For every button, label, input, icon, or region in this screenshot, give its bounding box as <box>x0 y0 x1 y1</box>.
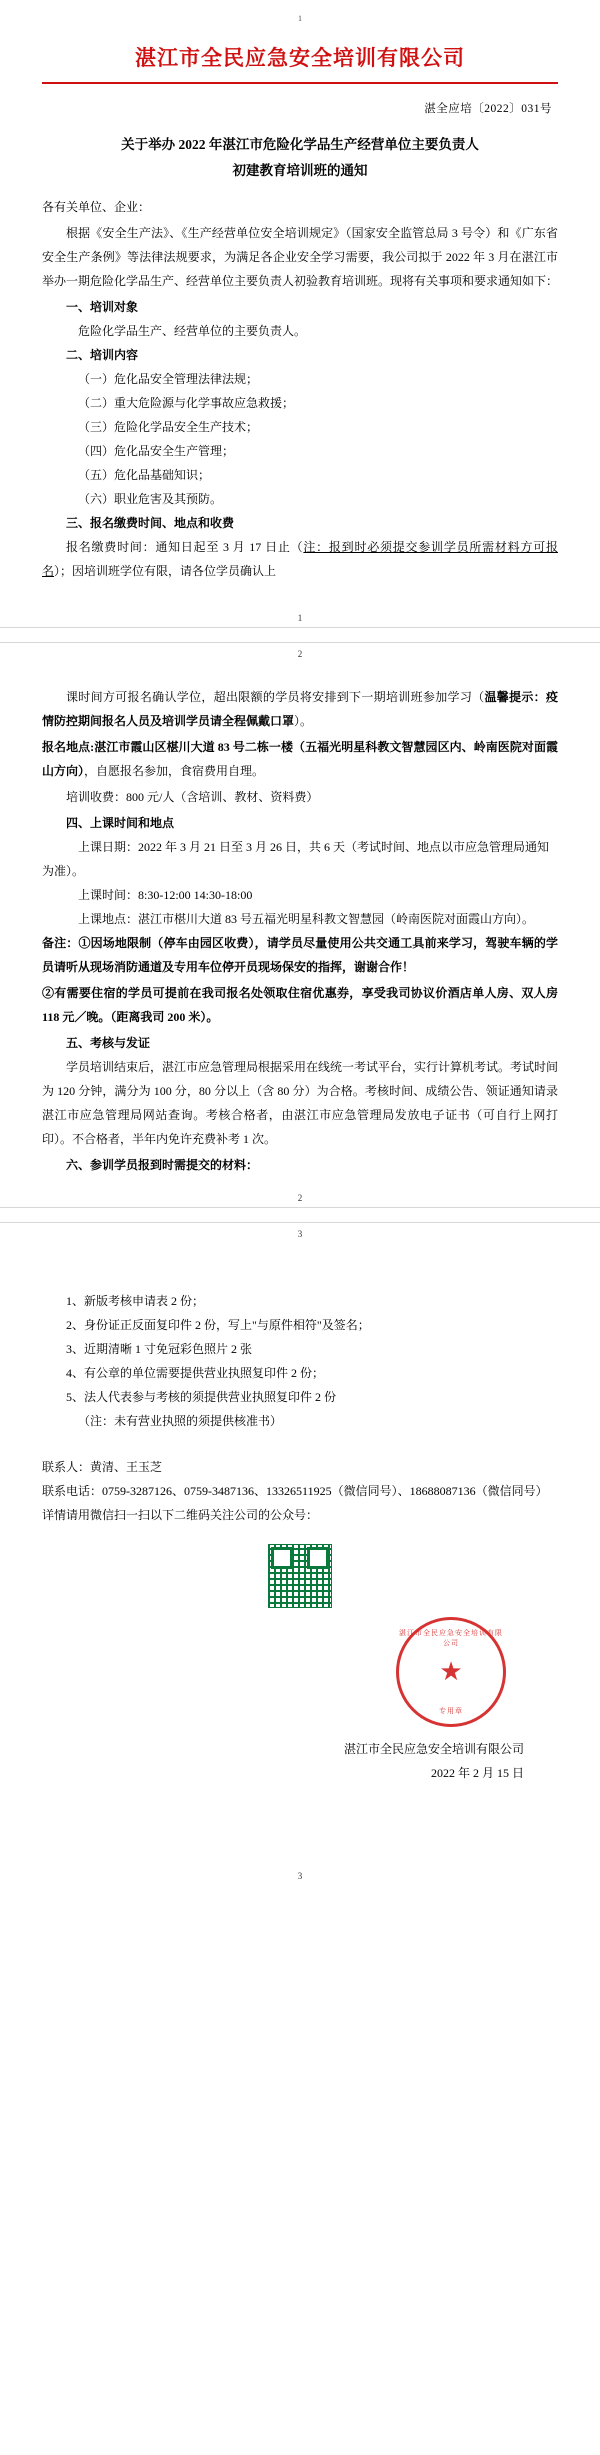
section-5-body: 学员培训结束后，湛江市应急管理局根据采用在线统一考试平台，实行计算机考试。考试时间为 120 分钟，满分为 100 分，80 分以上（含 80 分）为合格。考核时间、成绩公告、领证通知请录湛江市应急管理局网站查询。考核合格者，由湛江市应急管理局发放电子证书（可自行上网打印）。不合格者，半年内免许充费补考 1 次。 <box>42 1060 559 1147</box>
section-2-item-1: （一）危化品安全管理法律法规； <box>78 372 259 387</box>
header-red-rule <box>42 82 558 84</box>
document-page-3 <box>0 1223 600 1885</box>
section-heading-3: 三、报名缴费时间、地点和收费 <box>66 516 235 531</box>
section-2-item-3: （三）危险化学品安全生产技术； <box>78 420 259 435</box>
salutation: 各有关单位、企业： <box>42 200 151 215</box>
signature-organization: 湛江市全民应急安全培训有限公司 <box>343 1742 524 1757</box>
fee-paragraph-underline: 注：报到时必须提交参训学员所需材料方可报名 <box>42 540 558 579</box>
address-post: ，自愿报名参加，食宿费用自理。 <box>84 764 265 779</box>
class-date: 上课日期：2022 年 3 月 21 日至 3 月 26 日，共 6 天（考试时间、地点以市应急管理局通知为准）。 <box>42 840 550 879</box>
document-title <box>42 130 558 195</box>
seal-top-text: 湛江市全民应急安全培训有限公司 <box>399 1629 503 1648</box>
document-page-2 <box>0 643 600 1207</box>
note-block <box>42 931 558 979</box>
continuation-pre: 课时间方可报名确认学位，超出限额的学员将安排到下一期培训班参加学习（ <box>66 690 485 705</box>
fee-paragraph-post: ）；因培训班学位有限，请各位学员确认上 <box>54 564 277 579</box>
page-3-number: 3 <box>297 1871 303 1882</box>
page-2-top-number: 2 <box>297 649 303 660</box>
note-2-text: 有需要住宿的学员可提前在我司报名处领取住宿优惠券，享受我司协议价酒店单人房、双人房 118 元／晚。（距离我司 200 米）。 <box>42 986 558 1025</box>
note-2-marker: ② <box>42 986 55 1001</box>
fee-paragraph <box>42 535 558 583</box>
signature-block <box>42 1737 558 1785</box>
address-label: 报名地点: <box>42 740 95 755</box>
seal-area <box>42 1617 558 1737</box>
fee-paragraph-pre: 报名缴费时间：通知日起至 3 月 17 日止（ <box>66 540 304 555</box>
note-label: 备注： <box>42 936 79 951</box>
class-time: 上课时间：8:30-12:00 14:30-18:00 <box>78 888 253 903</box>
page-top-marker: 1 <box>298 14 302 23</box>
document-title-line-2: 初建教育培训班的通知 <box>232 162 368 178</box>
intro-paragraph: 根据《安全生产法》、《生产经营单位安全培训规定》（国家安全监管总局 3 号令）和《广东省安全生产条例》等法律法规要求，为满足各企业安全学习需要，我公司拟于 2022 年 3 月在湛江市举办一期危险化学品生产、经营单位主要负责人初验教育培训班。现将有关事项和要求通知如下： <box>42 226 559 289</box>
company-seal-icon <box>396 1617 506 1727</box>
material-item-4: 4、有公章的单位需要提供营业执照复印件 2 份； <box>66 1366 325 1381</box>
section-2-item-5: （五）危化品基础知识； <box>78 468 211 483</box>
contact-phone-line <box>42 1479 558 1503</box>
section-heading-4: 四、上课时间和地点 <box>66 816 175 831</box>
document-number: 湛全应培〔2022〕031号 <box>424 103 552 115</box>
phone-label: 联系电话： <box>42 1484 103 1499</box>
organization-title: 湛江市全民应急安全培训有限公司 <box>135 46 465 70</box>
continuation-bold: 温馨提示：疫情防控期间报名人员及培训学员请全程佩戴口罩 <box>42 690 558 729</box>
section-2-item-6: （六）职业危害及其预防。 <box>78 492 223 507</box>
section-2-item-4: （四）危化品安全生产管理； <box>78 444 235 459</box>
material-item-5: 5、法人代表参与考核的须提供营业执照复印件 2 份 <box>66 1390 337 1405</box>
contact-person-line <box>42 1455 558 1479</box>
note-2-block <box>42 981 558 1029</box>
material-item-1: 1、新版考核申请表 2 份； <box>66 1294 205 1309</box>
section-1-body-0: 危险化学品生产、经营单位的主要负责人。 <box>78 324 307 339</box>
tuition-fee: 培训收费：800 元/人（含培训、教材、资料费） <box>66 790 319 805</box>
page-1-number: 1 <box>297 613 303 624</box>
seal-star-icon: ★ <box>439 1657 463 1687</box>
section-heading-1: 一、培训对象 <box>66 300 139 315</box>
phone-numbers: 0759-3287126、0759-3487136、13326511925（微信同号）、18688087136（微信同号） <box>102 1484 548 1499</box>
section-heading-2: 二、培训内容 <box>66 348 139 363</box>
registration-address-paragraph <box>42 735 558 783</box>
material-item-2: 2、身份证正反面复印件 2 份，写上"与原件相符"及签名； <box>66 1318 370 1333</box>
qr-intro-line: 详情请用微信扫一扫以下二维码关注公司的公众号： <box>42 1508 319 1523</box>
note-1-text: 因场地限制（停车由园区收费），请学员尽量使用公共交通工具前来学习，驾驶车辆的学员请听从现场消防通道及专用车位停开员现场保安的指挥，谢谢合作！ <box>42 936 558 975</box>
class-place: 上课地点：湛江市椹川大道 83 号五福光明星科教文智慧园（岭南医院对面霞山方向）。 <box>78 912 535 927</box>
qr-code-wrapper <box>42 1527 558 1617</box>
address-value: 湛江市霞山区椹川大道 83 号二栋一楼（五福光明星科教文智慧园区内、岭南医院对面霞山方向） <box>42 740 558 779</box>
continuation-paragraph <box>42 685 558 733</box>
note-1-marker: ① <box>78 936 91 951</box>
section-heading-6: 六、参训学员报到时需提交的材料： <box>66 1158 259 1173</box>
page-separator-2 <box>0 1207 600 1223</box>
continuation-post: ）。 <box>294 714 313 729</box>
document-page-1 <box>0 0 600 627</box>
page-2-number: 2 <box>297 1193 303 1204</box>
page-3-top-number: 3 <box>297 1229 303 1240</box>
document-title-line-1: 关于举办 2022 年湛江市危险化学品生产经营单位主要负责人 <box>121 137 479 152</box>
materials-note: （注：未有营业执照的须提供核准书） <box>78 1414 283 1429</box>
signature-date: 2022 年 2 月 15 日 <box>430 1766 524 1781</box>
seal-bottom-text: 专用章 <box>439 1707 463 1716</box>
contact-names: 黄清、王玉芝 <box>90 1460 163 1475</box>
qr-code-icon[interactable] <box>265 1541 335 1611</box>
contact-label: 联系人： <box>42 1460 91 1475</box>
section-heading-5: 五、考核与发证 <box>66 1036 151 1051</box>
section-2-item-2: （二）重大危险源与化学事故应急救援； <box>78 396 295 411</box>
page-separator-1 <box>0 627 600 643</box>
material-item-3: 3、近期清晰 1 寸免冠彩色照片 2 张 <box>66 1342 253 1357</box>
